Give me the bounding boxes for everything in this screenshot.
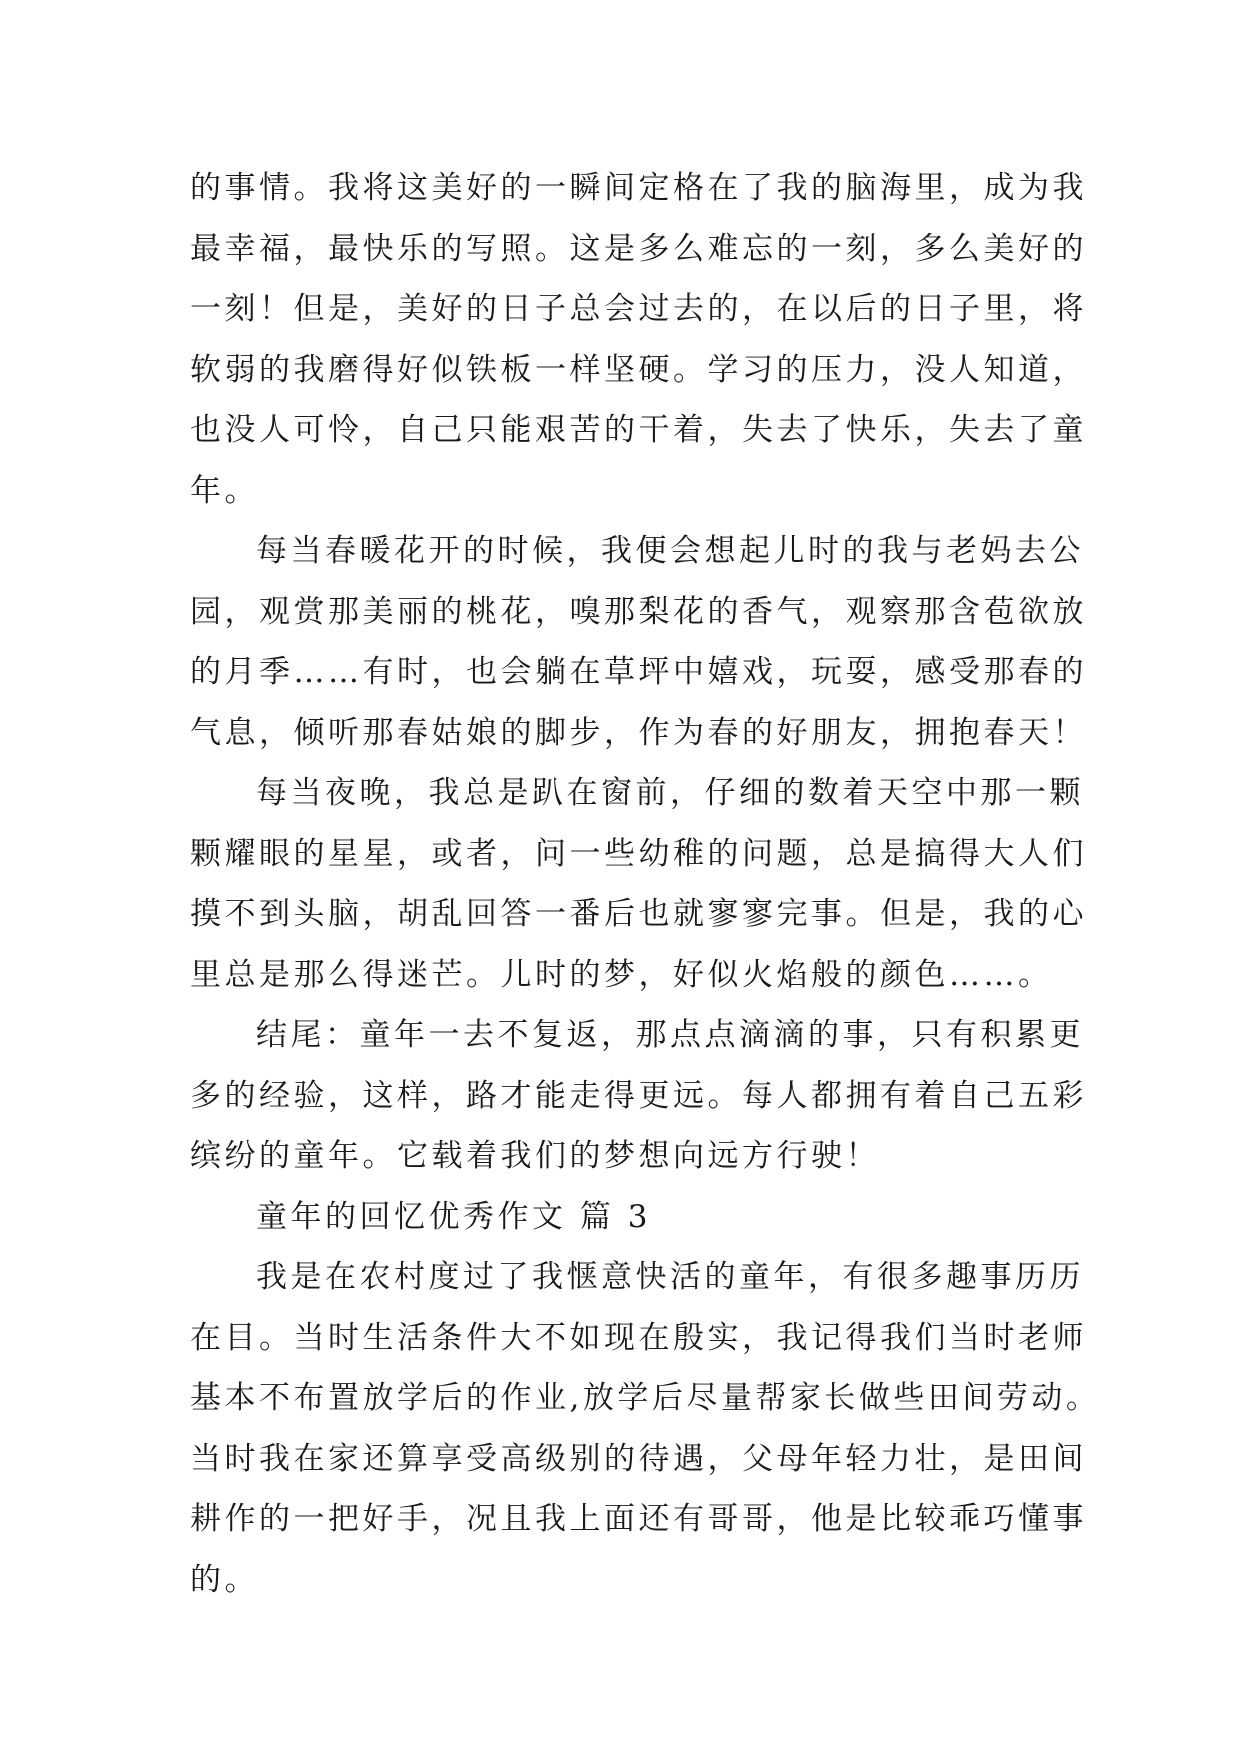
text-line: 多的经验，这样，路才能走得更远。每人都拥有着自己五彩 xyxy=(190,1077,1087,1114)
text-line: 园，观赏那美丽的桃花，嗅那梨花的香气，观察那含苞欲放 xyxy=(190,593,1087,630)
text-line: 当时我在家还算享受高级别的待遇，父母年轻力壮，是田间 xyxy=(190,1440,1087,1477)
text-line: 我是在农村度过了我惬意快活的童年，有很多趣事历历 xyxy=(256,1259,1084,1295)
text-line: 耕作的一把好手，况且我上面还有哥哥，他是比较乖巧懂事 xyxy=(190,1501,1087,1537)
text-line: 每当春暖花开的时候，我便会想起儿时的我与老妈去公 xyxy=(256,533,1084,569)
text-line: 也没人可怜，自己只能艰苦的干着，失去了快乐，失去了童 xyxy=(190,412,1087,448)
text-line: 里总是那么得迷芒。儿时的梦，好似火焰般的颜色……。 xyxy=(190,956,1053,993)
essay-title: 童年的回忆优秀作文 篇 3 xyxy=(256,1198,651,1235)
text-line: 结尾：童年一去不复返，那点点滴滴的事，只有积累更 xyxy=(256,1017,1084,1053)
paragraph-countryside xyxy=(190,1247,1101,1610)
text-line: 的事情。我将这美好的一瞬间定格在了我的脑海里，成为我 xyxy=(190,170,1087,206)
document-body xyxy=(190,158,1101,1610)
text-line: 在目。当时生活条件大不如现在殷实，我记得我们当时老师 xyxy=(190,1319,1087,1356)
text-line: 基本不布置放学后的作业,放学后尽量帮家长做些田间劳动。 xyxy=(190,1380,1101,1416)
text-line: 软弱的我磨得好似铁板一样坚硬。学习的压力，没人知道， xyxy=(190,351,1087,388)
text-line: 颗耀眼的星星，或者，问一些幼稚的问题，总是搞得大人们 xyxy=(190,835,1087,872)
text-line: 气息，倾听那春姑娘的脚步，作为春的好朋友，拥抱春天！ xyxy=(190,714,1087,751)
section-heading xyxy=(190,1187,1052,1248)
text-line: 的月季……有时，也会躺在草坪中嬉戏，玩耍，感受那春的 xyxy=(190,654,1087,690)
text-line: 摸不到头脑，胡乱回答一番后也就寥寥完事。但是，我的心 xyxy=(190,896,1087,932)
text-line: 年。 xyxy=(190,472,259,509)
text-line: 的。 xyxy=(190,1561,259,1598)
text-line: 最幸福，最快乐的写照。这是多么难忘的一刻，多么美好的 xyxy=(190,230,1087,267)
text-line: 一刻！但是，美好的日子总会过去的，在以后的日子里，将 xyxy=(190,291,1087,327)
paragraph-spring xyxy=(190,521,1087,763)
paragraph-ending xyxy=(190,1005,1087,1187)
paragraph-continuation xyxy=(190,158,1087,521)
text-line: 缤纷的童年。它载着我们的梦想向远方行驶！ xyxy=(190,1138,880,1174)
paragraph-night xyxy=(190,763,1087,1005)
text-line: 每当夜晚，我总是趴在窗前，仔细的数着天空中那一颗 xyxy=(256,775,1084,811)
